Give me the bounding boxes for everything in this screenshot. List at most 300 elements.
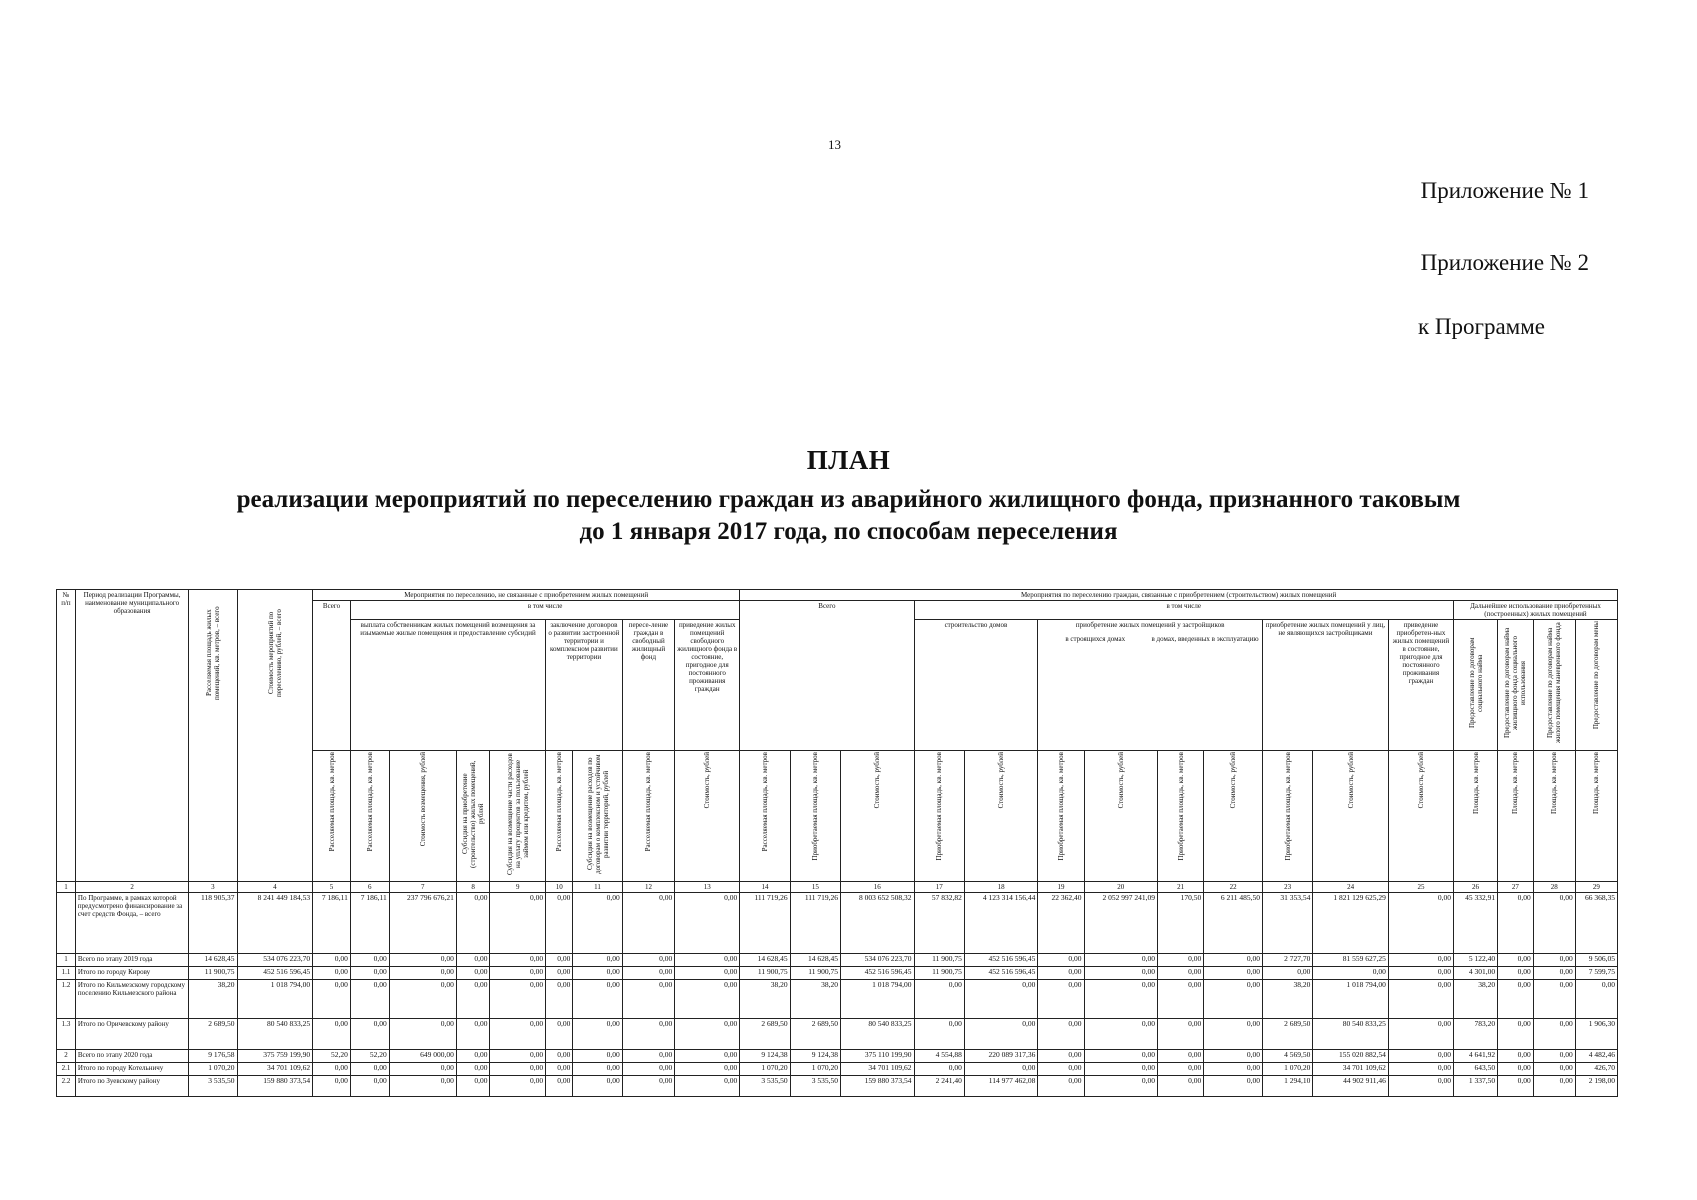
th-col11: Субсидия на возмещение расходов по договорам о комплексном и устойчивом развитии территорий, рублей: [573, 751, 622, 882]
cell-value: 44 902 911,46: [1313, 1076, 1389, 1097]
cell-value: 0,00: [1038, 1019, 1084, 1050]
cell-value: 0,00: [964, 1019, 1037, 1050]
cell-value: 66 368,35: [1575, 893, 1617, 954]
cell-value: 237 796 676,21: [389, 893, 456, 954]
th-col10: Расселяемая площадь, кв. метров: [546, 751, 573, 882]
col-number: 5: [313, 882, 351, 893]
cell-value: 0,00: [1158, 954, 1204, 967]
subtitle-line-1: реализации мероприятий по переселению граждан из аварийного жилищного фонда, признанного таковым: [236, 486, 1461, 513]
cell-value: 0,00: [490, 1019, 546, 1050]
cell-value: 0,00: [490, 1050, 546, 1063]
cell-value: 0,00: [546, 893, 573, 954]
cell-value: 0,00: [389, 1019, 456, 1050]
th-incl: в том числе: [350, 601, 739, 620]
cell-value: 38,20: [740, 980, 790, 1019]
col-number: 24: [1313, 882, 1389, 893]
cell-value: 3 535,50: [740, 1076, 790, 1097]
document-subtitle: [60, 484, 1637, 548]
cell-value: 375 759 199,90: [237, 1050, 313, 1063]
cell-value: 38,20: [189, 980, 237, 1019]
th-use-mena: Предоставление по договорам мены: [1575, 620, 1617, 751]
cell-value: 0,00: [490, 1063, 546, 1076]
col-number: 10: [546, 882, 573, 893]
cell-value: 0,00: [622, 1019, 674, 1050]
col-number: 4: [237, 882, 313, 893]
th-incl-2: в том числе: [914, 601, 1454, 620]
table-row: [57, 1076, 1618, 1097]
cell-value: 159 880 373,54: [237, 1076, 313, 1097]
cell-value: 1 906,30: [1575, 1019, 1617, 1050]
th-col20: Стоимость, рублей: [1084, 751, 1157, 882]
cell-value: 0,00: [1533, 954, 1575, 967]
cell-value: 0,00: [490, 954, 546, 967]
cell-value: 3 535,50: [790, 1076, 840, 1097]
cell-value: 80 540 833,25: [841, 1019, 914, 1050]
cell-value: 0,00: [622, 1063, 674, 1076]
cell-value: 0,00: [675, 1050, 740, 1063]
cell-value: 8 003 652 508,32: [841, 893, 914, 954]
cell-value: 6 211 485,50: [1204, 893, 1263, 954]
cell-value: 0,00: [456, 1063, 490, 1076]
cell-value: 11 900,75: [914, 967, 964, 980]
cell-value: 0,00: [1575, 980, 1617, 1019]
cell-value: 0,00: [1313, 967, 1389, 980]
cell-value: 0,00: [914, 1063, 964, 1076]
cell-value: 0,00: [490, 1076, 546, 1097]
cell-value: 11 900,75: [914, 954, 964, 967]
cell-value: 155 020 882,54: [1313, 1050, 1389, 1063]
appendix-line-1: Приложение № 1: [1420, 178, 1589, 203]
cell-value: 34 701 109,62: [1313, 1063, 1389, 1076]
cell-value: 0,00: [622, 893, 674, 954]
th-col7: Стоимость возмещения, рублей: [389, 751, 456, 882]
th-cost-total: Стоимость мероприятий по переселению, рублей, – всего: [237, 590, 313, 882]
th-col8: Субсидия на приобретение (строительство) жилых помещений, рублей: [456, 751, 490, 882]
table-row: [57, 893, 1618, 954]
cell-value: 0,00: [313, 954, 351, 967]
cell-value: 5 122,40: [1454, 954, 1498, 967]
cell-value: 0,00: [1204, 1076, 1263, 1097]
cell-value: 0,00: [1158, 967, 1204, 980]
th-vsego: Всего: [313, 601, 351, 751]
cell-value: 0,00: [1038, 1076, 1084, 1097]
cell-value: 0,00: [350, 1076, 389, 1097]
cell-value: 34 701 109,62: [237, 1063, 313, 1076]
cell-value: 0,00: [622, 967, 674, 980]
th-col27: Площадь, кв. метров: [1498, 751, 1534, 882]
row-label: Всего по этапу 2019 года: [75, 954, 188, 967]
cell-value: 0,00: [573, 1076, 622, 1097]
cell-value: 534 076 223,70: [237, 954, 313, 967]
cell-value: 426,70: [1575, 1063, 1617, 1076]
col-number: 17: [914, 882, 964, 893]
cell-value: 0,00: [1498, 1076, 1534, 1097]
col-number: 7: [389, 882, 456, 893]
cell-value: 4 123 314 156,44: [964, 893, 1037, 954]
th-buy-from-dev-label: приобретение жилых помещений у застройщиков: [1075, 621, 1225, 629]
row-number: 1.3: [57, 1019, 76, 1050]
row-label: Итого по Зуевскому району: [75, 1076, 188, 1097]
cell-value: 52,20: [350, 1050, 389, 1063]
cell-value: 452 516 596,45: [964, 967, 1037, 980]
cell-value: 0,00: [313, 1019, 351, 1050]
cell-value: 0,00: [350, 1063, 389, 1076]
th-not-related: Мероприятия по переселению, не связанные с приобретением жилых помещений: [313, 590, 740, 601]
cell-value: 0,00: [1388, 1076, 1453, 1097]
cell-value: 0,00: [1084, 980, 1157, 1019]
th-use-social: Предоставление по договорам социального найма: [1454, 620, 1498, 751]
cell-value: 0,00: [675, 967, 740, 980]
col-number: 20: [1084, 882, 1157, 893]
col-number: 14: [740, 882, 790, 893]
col-number: 26: [1454, 882, 1498, 893]
cell-value: 0,00: [1498, 893, 1534, 954]
row-number: [57, 893, 76, 954]
cell-value: 80 540 833,25: [1313, 1019, 1389, 1050]
plan-table: [56, 589, 1618, 1097]
cell-value: 0,00: [456, 980, 490, 1019]
cell-value: 0,00: [389, 967, 456, 980]
cell-value: 0,00: [350, 980, 389, 1019]
th-further-use: Дальнейшее использование приобретенных (построенных) жилых помещений: [1454, 601, 1618, 620]
cell-value: 0,00: [389, 1076, 456, 1097]
th-period: Период реализации Программы, наименование муниципального образования: [75, 590, 188, 882]
cell-value: 0,00: [490, 893, 546, 954]
cell-value: 0,00: [1084, 1076, 1157, 1097]
table-row: [57, 967, 1618, 980]
th-area-total: Расселяемая площадь жилых помещений, кв. метров, – всего: [189, 590, 237, 882]
cell-value: 1 018 794,00: [1313, 980, 1389, 1019]
row-number: 1.1: [57, 967, 76, 980]
th-np: № п/п: [57, 590, 76, 882]
cell-value: 0,00: [964, 1063, 1037, 1076]
cell-value: 0,00: [546, 954, 573, 967]
cell-value: 1 294,10: [1262, 1076, 1312, 1097]
cell-value: 0,00: [1533, 1050, 1575, 1063]
th-col29: Площадь, кв. метров: [1575, 751, 1617, 882]
cell-value: 0,00: [675, 1063, 740, 1076]
cell-value: 1 070,20: [790, 1063, 840, 1076]
cell-value: 0,00: [1204, 967, 1263, 980]
cell-value: 643,50: [1454, 1063, 1498, 1076]
col-number: 16: [841, 882, 914, 893]
cell-value: 0,00: [1498, 980, 1534, 1019]
cell-value: 1 018 794,00: [841, 980, 914, 1019]
cell-value: 0,00: [675, 954, 740, 967]
cell-value: 0,00: [1498, 967, 1534, 980]
cell-value: 11 900,75: [740, 967, 790, 980]
th-col23: Приобретаемая площадь, кв. метров: [1262, 751, 1312, 882]
th-col13: Стоимость, рублей: [675, 751, 740, 882]
cell-value: 452 516 596,45: [964, 954, 1037, 967]
row-label: Итого по Оричевскому району: [75, 1019, 188, 1050]
appendix-line-2: Приложение № 2: [1420, 250, 1589, 275]
cell-value: 0,00: [313, 967, 351, 980]
col-number: 22: [1204, 882, 1263, 893]
cell-value: 0,00: [573, 1019, 622, 1050]
cell-value: 0,00: [1388, 980, 1453, 1019]
th-buyout: выплата собственникам жилых помещений возмещения за изымаемые жилые помещения и предоставление субсидий: [350, 620, 545, 751]
cell-value: 1 018 794,00: [237, 980, 313, 1019]
table-row: [57, 1019, 1618, 1050]
cell-value: 0,00: [622, 1076, 674, 1097]
cell-value: 452 516 596,45: [841, 967, 914, 980]
cell-value: 0,00: [350, 954, 389, 967]
cell-value: 0,00: [1533, 1063, 1575, 1076]
cell-value: 0,00: [1498, 1050, 1534, 1063]
cell-value: 0,00: [1158, 980, 1204, 1019]
th-col5: Расселяемая площадь, кв. метров: [313, 751, 351, 882]
cell-value: 0,00: [456, 893, 490, 954]
cell-value: 0,00: [1158, 1019, 1204, 1050]
cell-value: 0,00: [675, 1019, 740, 1050]
cell-value: 111 719,26: [740, 893, 790, 954]
cell-value: 11 900,75: [189, 967, 237, 980]
table-row: [57, 1063, 1618, 1076]
cell-value: 3 535,50: [189, 1076, 237, 1097]
cell-value: 0,00: [546, 1063, 573, 1076]
subtitle-line-2: до 1 января 2017 года, по способам переселения: [579, 518, 1118, 545]
th-use-maneuver: Предоставление по договорам найма жилого помещения маневренного фонда: [1533, 620, 1575, 751]
cell-value: 38,20: [790, 980, 840, 1019]
cell-value: 0,00: [546, 1076, 573, 1097]
th-col21: Приобретаемая площадь, кв. метров: [1158, 751, 1204, 882]
col-number: 13: [675, 882, 740, 893]
cell-value: 0,00: [1204, 1050, 1263, 1063]
cell-value: 4 482,46: [1575, 1050, 1617, 1063]
col-number: 11: [573, 882, 622, 893]
cell-value: 0,00: [622, 954, 674, 967]
th-col15: Приобретаемая площадь, кв. метров: [790, 751, 840, 882]
cell-value: 4 569,50: [1262, 1050, 1312, 1063]
th-col18: Стоимость, рублей: [964, 751, 1037, 882]
cell-value: 0,00: [490, 980, 546, 1019]
cell-value: 4 301,00: [1454, 967, 1498, 980]
cell-value: 0,00: [1388, 1050, 1453, 1063]
col-number: 9: [490, 882, 546, 893]
cell-value: 52,20: [313, 1050, 351, 1063]
cell-value: 0,00: [1533, 967, 1575, 980]
cell-value: 452 516 596,45: [237, 967, 313, 980]
cell-value: 0,00: [1533, 980, 1575, 1019]
cell-value: 783,20: [1454, 1019, 1498, 1050]
th-col17: Приобретаемая площадь, кв. метров: [914, 751, 964, 882]
cell-value: 38,20: [1454, 980, 1498, 1019]
cell-value: 45 332,91: [1454, 893, 1498, 954]
col-number: 3: [189, 882, 237, 893]
cell-value: 0,00: [1084, 1050, 1157, 1063]
cell-value: 0,00: [1158, 1076, 1204, 1097]
th-resettle-free: пересе-ление граждан в свободный жилищный фонд: [622, 620, 674, 751]
cell-value: 0,00: [675, 980, 740, 1019]
cell-value: 0,00: [1084, 967, 1157, 980]
cell-value: 2 689,50: [790, 1019, 840, 1050]
cell-value: 0,00: [1533, 1019, 1575, 1050]
th-col6: Расселяемая площадь, кв. метров: [350, 751, 389, 882]
cell-value: 0,00: [1498, 1019, 1534, 1050]
cell-value: 0,00: [573, 954, 622, 967]
th-col19: Приобретаемая площадь, кв. метров: [1038, 751, 1084, 882]
col-number: 15: [790, 882, 840, 893]
cell-value: 0,00: [313, 1063, 351, 1076]
row-number: 1.2: [57, 980, 76, 1019]
row-number: 2: [57, 1050, 76, 1063]
col-number: 12: [622, 882, 674, 893]
cell-value: 0,00: [313, 1076, 351, 1097]
cell-value: 0,00: [1204, 1063, 1263, 1076]
cell-value: 4 641,92: [1454, 1050, 1498, 1063]
th-col14: Расселяемая площадь, кв. метров: [740, 751, 790, 882]
th-in-built: в строящихся домах: [1065, 635, 1126, 643]
cell-value: 38,20: [1262, 980, 1312, 1019]
cell-value: 0,00: [964, 980, 1037, 1019]
th-col9: Субсидия на возмещение части расходов на уплату процентов за пользование займом или кредитом, рублей: [490, 751, 546, 882]
cell-value: 0,00: [573, 893, 622, 954]
cell-value: 9 124,38: [740, 1050, 790, 1063]
cell-value: 2 241,40: [914, 1076, 964, 1097]
th-col16: Стоимость, рублей: [841, 751, 914, 882]
cell-value: 0,00: [1084, 1019, 1157, 1050]
col-number: 2: [75, 882, 188, 893]
cell-value: 114 977 462,08: [964, 1076, 1037, 1097]
cell-value: 7 186,11: [313, 893, 351, 954]
cell-value: 0,00: [1533, 1076, 1575, 1097]
document-title: ПЛАН: [806, 445, 891, 475]
cell-value: 1 070,20: [189, 1063, 237, 1076]
th-col28: Площадь, кв. метров: [1533, 751, 1575, 882]
cell-value: 0,00: [1388, 967, 1453, 980]
appendix-line-3: к Программе: [1418, 314, 1545, 339]
row-label: Итого по городу Котельничу: [75, 1063, 188, 1076]
cell-value: 0,00: [490, 967, 546, 980]
col-number: 25: [1388, 882, 1453, 893]
th-bring-free: приведение жилых помещений свободного жилищного фонда в состояние, пригодное для постоянного проживания граждан: [675, 620, 740, 751]
cell-value: 0,00: [1158, 1050, 1204, 1063]
cell-value: 0,00: [1498, 954, 1534, 967]
cell-value: 34 701 109,62: [841, 1063, 914, 1076]
cell-value: 0,00: [573, 967, 622, 980]
th-vsego-2: Всего: [740, 601, 914, 751]
cell-value: 14 628,45: [189, 954, 237, 967]
th-buy-non-dev: приобретение жилых помещений у лиц, не являющихся застройщиками: [1262, 620, 1388, 751]
cell-value: 2 689,50: [740, 1019, 790, 1050]
cell-value: 0,00: [914, 980, 964, 1019]
cell-value: 0,00: [914, 1019, 964, 1050]
row-label: По Программе, в рамках которой предусмотрено финансирование за счет средств Фонда, – всего: [75, 893, 188, 954]
cell-value: 0,00: [350, 967, 389, 980]
cell-value: 0,00: [1038, 1063, 1084, 1076]
cell-value: 0,00: [389, 954, 456, 967]
cell-value: 2 689,50: [1262, 1019, 1312, 1050]
col-number: 19: [1038, 882, 1084, 893]
cell-value: 159 880 373,54: [841, 1076, 914, 1097]
col-number: 21: [1158, 882, 1204, 893]
cell-value: 220 089 317,36: [964, 1050, 1037, 1063]
th-related: Мероприятия по переселению граждан, связанные с приобретением (строительством) жилых помещений: [740, 590, 1618, 601]
cell-value: 0,00: [1533, 893, 1575, 954]
th-in-done: в домах, введенных в эксплуатацию: [1151, 635, 1259, 643]
page-number: 13: [828, 137, 841, 152]
cell-value: 2 727,70: [1262, 954, 1312, 967]
cell-value: 0,00: [1204, 1019, 1263, 1050]
row-label: Итого по Кильмезскому городскому поселению Кильмезского района: [75, 980, 188, 1019]
cell-value: 534 076 223,70: [841, 954, 914, 967]
cell-value: 80 540 833,25: [237, 1019, 313, 1050]
cell-value: 8 241 449 184,53: [237, 893, 313, 954]
cell-value: 7 186,11: [350, 893, 389, 954]
cell-value: 22 362,40: [1038, 893, 1084, 954]
cell-value: 111 719,26: [790, 893, 840, 954]
row-number: 1: [57, 954, 76, 967]
cell-value: 0,00: [1204, 980, 1263, 1019]
cell-value: 0,00: [675, 1076, 740, 1097]
th-col25: Стоимость, рублей: [1388, 751, 1453, 882]
cell-value: 9 176,58: [189, 1050, 237, 1063]
th-col24: Стоимость, рублей: [1313, 751, 1389, 882]
cell-value: 7 599,75: [1575, 967, 1617, 980]
th-buy-from-dev: [1038, 620, 1263, 751]
row-label: Итого по городу Кирову: [75, 967, 188, 980]
cell-value: 0,00: [1084, 954, 1157, 967]
cell-value: 0,00: [389, 980, 456, 1019]
cell-value: 0,00: [1038, 1050, 1084, 1063]
cell-value: 0,00: [1038, 967, 1084, 980]
col-number: 23: [1262, 882, 1312, 893]
col-number: 27: [1498, 882, 1534, 893]
th-col22: Стоимость, рублей: [1204, 751, 1263, 882]
cell-value: 0,00: [1084, 1063, 1157, 1076]
cell-value: 11 900,75: [790, 967, 840, 980]
table-row: [57, 1050, 1618, 1063]
cell-value: 1 337,50: [1454, 1076, 1498, 1097]
col-number: 1: [57, 882, 76, 893]
cell-value: 0,00: [456, 954, 490, 967]
cell-value: 0,00: [456, 967, 490, 980]
col-number: 6: [350, 882, 389, 893]
cell-value: 4 554,88: [914, 1050, 964, 1063]
cell-value: 0,00: [546, 1050, 573, 1063]
table-row: [57, 980, 1618, 1019]
table-row: [57, 954, 1618, 967]
cell-value: 1 821 129 625,29: [1313, 893, 1389, 954]
cell-value: 0,00: [456, 1076, 490, 1097]
cell-value: 0,00: [313, 980, 351, 1019]
cell-value: 0,00: [1498, 1063, 1534, 1076]
cell-value: 0,00: [456, 1019, 490, 1050]
cell-value: 0,00: [675, 893, 740, 954]
cell-value: 14 628,45: [790, 954, 840, 967]
th-use-manevr: Предоставление по договорам найма жилищного фонда социального использования: [1498, 620, 1534, 751]
cell-value: 2 689,50: [189, 1019, 237, 1050]
cell-value: 0,00: [1158, 1063, 1204, 1076]
row-label: Всего по этапу 2020 года: [75, 1050, 188, 1063]
cell-value: 0,00: [1388, 1019, 1453, 1050]
cell-value: 0,00: [1038, 980, 1084, 1019]
th-bring-bought: приведение приобретен-ных жилых помещений в состояние, пригодное для постоянного проживания граждан: [1388, 620, 1453, 751]
cell-value: 0,00: [350, 1019, 389, 1050]
cell-value: 0,00: [622, 1050, 674, 1063]
cell-value: 118 905,37: [189, 893, 237, 954]
cell-value: 0,00: [573, 1063, 622, 1076]
cell-value: 0,00: [622, 980, 674, 1019]
cell-value: 0,00: [546, 967, 573, 980]
col-number: 18: [964, 882, 1037, 893]
cell-value: 0,00: [546, 1019, 573, 1050]
cell-value: 0,00: [573, 1050, 622, 1063]
cell-value: 0,00: [1262, 967, 1312, 980]
cell-value: 0,00: [1388, 954, 1453, 967]
cell-value: 1 070,20: [740, 1063, 790, 1076]
